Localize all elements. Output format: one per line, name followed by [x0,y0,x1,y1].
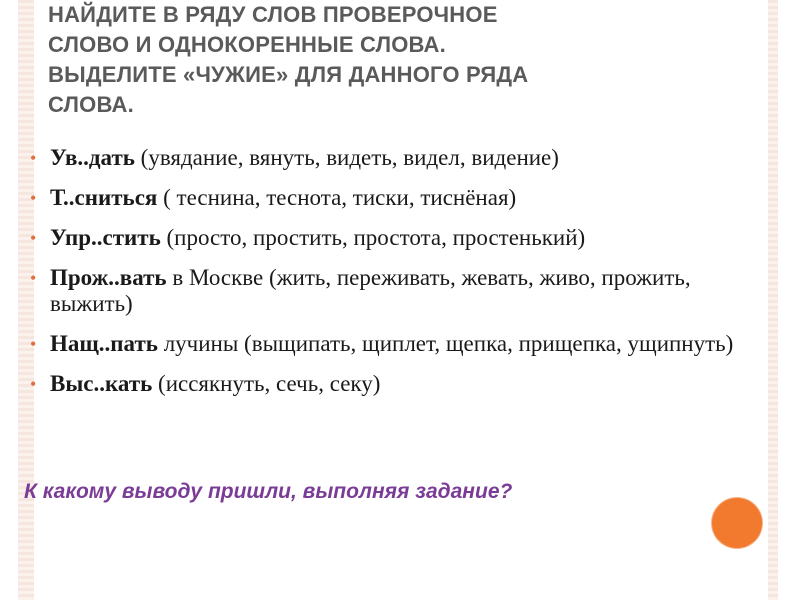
title-line: ВЫДЕЛИТЕ «ЧУЖИЕ» ДЛЯ ДАННОГО РЯДА [48,62,529,87]
bullet-icon: • [30,268,37,288]
item-text: в Москве (жить, переживать, жевать, живо, прожить, выжить) [50,265,691,316]
item-word: Т..сниться [50,185,158,210]
title-line: СЛОВО И ОДНОКОРЕННЫЕ СЛОВА. [48,32,446,57]
bullet-icon: • [30,334,37,354]
bullet-icon: • [30,374,37,394]
exercise-list [30,145,750,411]
item-word: Прож..вать [50,265,167,290]
list-item [30,265,750,317]
question-text: К какому выводу пришли, выполняя задание? [24,480,513,503]
item-text: лучины (выщипать, щиплет, щепка, прищепка, ущипнуть) [157,331,734,356]
decorative-circle-icon [712,498,762,548]
item-text: ( теснина, теснота, тиски, тиснёная) [157,185,517,210]
item-text: (увядание, вянуть, видеть, видел, видение) [134,145,559,170]
bullet-icon: • [30,228,37,248]
item-text: (иссякнуть, сечь, секу) [152,371,381,396]
item-word: Упр..стить [50,225,161,250]
title-line: НАЙДИТЕ В РЯДУ СЛОВ ПРОВЕРОЧНОЕ [48,2,498,27]
bullet-icon: • [30,148,37,168]
item-word: Нащ..пать [50,331,158,356]
item-text: (просто, простить, простота, простенький) [160,225,586,250]
title-line: СЛОВА. [48,92,134,117]
list-item [30,185,750,211]
slide-title [48,0,688,120]
bullet-icon: • [30,188,37,208]
decorative-border-right [768,0,778,600]
item-word: Выс..кать [50,371,153,396]
list-item [30,145,750,171]
item-word: Ув..дать [50,145,135,170]
list-item [30,331,750,357]
list-item [30,225,750,251]
list-item [30,371,750,397]
